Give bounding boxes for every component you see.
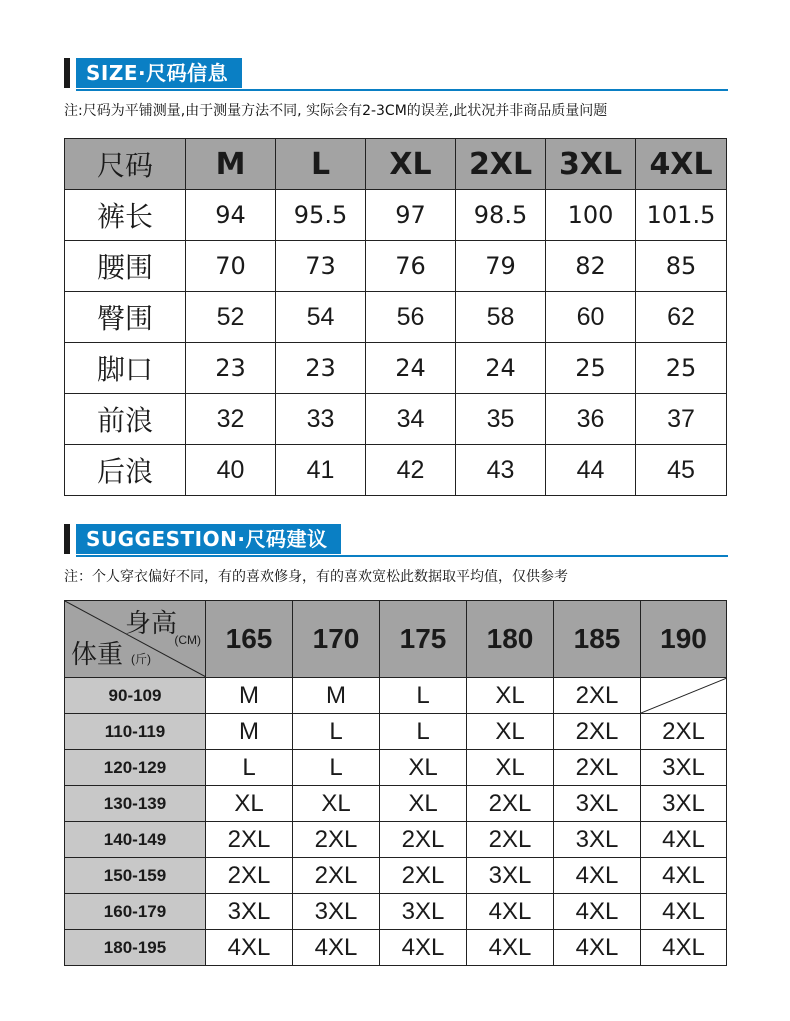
height-header-cell: 170 [293,601,380,678]
suggestion-row [65,894,727,930]
suggested-size-cell: 3XL [554,822,641,858]
weight-range-cell: 160-179 [65,894,206,930]
size-value-cell: 23 [276,343,366,394]
suggested-size-cell: M [206,714,293,750]
suggested-size-cell: L [380,678,467,714]
suggested-size-cell: 3XL [641,786,727,822]
suggested-size-cell: 4XL [641,894,727,930]
suggested-size-cell: 3XL [293,894,380,930]
size-value-cell: 34 [366,394,456,445]
suggestion-note: 注：个人穿衣偏好不同，有的喜欢修身，有的喜欢宽松此数据取平均值，仅供参考 [64,569,568,585]
height-header-cell: 180 [467,601,554,678]
size-row-label: 脚口 [65,343,186,394]
size-value-cell: 97 [366,190,456,241]
empty-size-cell [641,678,727,714]
suggested-size-cell: XL [293,786,380,822]
suggested-size-cell: 4XL [641,822,727,858]
size-header-cell: 4XL [636,139,727,190]
height-header-cell: 185 [554,601,641,678]
size-value-cell: 52 [186,292,276,343]
suggestion-row [65,786,727,822]
suggested-size-cell: 4XL [380,930,467,966]
suggestion-section-header [64,524,728,554]
height-label: 身高 [124,608,177,638]
corner-cell [65,601,206,678]
size-value-cell: 43 [456,445,546,496]
size-value-cell: 85 [636,241,727,292]
suggested-size-cell: 2XL [206,858,293,894]
size-value-cell: 101.5 [636,190,727,241]
suggested-size-cell: 2XL [554,750,641,786]
size-value-cell: 70 [186,241,276,292]
size-row [65,241,727,292]
size-value-cell: 24 [366,343,456,394]
size-value-cell: 24 [456,343,546,394]
size-header-cell: XL [366,139,456,190]
size-value-cell: 25 [546,343,636,394]
weight-range-cell: 130-139 [65,786,206,822]
suggested-size-cell: 2XL [380,858,467,894]
weight-unit: (斤) [131,652,151,666]
size-section-header [64,58,728,88]
size-value-cell: 98.5 [456,190,546,241]
suggested-size-cell: 3XL [554,786,641,822]
suggested-size-cell: XL [380,750,467,786]
suggested-size-cell: 2XL [206,822,293,858]
header-rule [76,555,728,557]
suggested-size-cell: L [293,750,380,786]
suggested-size-cell: L [380,714,467,750]
suggestion-row [65,822,727,858]
size-value-cell: 82 [546,241,636,292]
suggested-size-cell: 3XL [467,858,554,894]
size-value-cell: 32 [186,394,276,445]
weight-range-cell: 150-159 [65,858,206,894]
size-value-cell: 62 [636,292,727,343]
size-value-cell: 60 [546,292,636,343]
weight-range-cell: 180-195 [65,930,206,966]
header-bar [64,524,70,554]
size-table [64,138,727,496]
size-row [65,394,727,445]
suggestion-table [64,600,727,966]
suggested-size-cell: L [293,714,380,750]
size-value-cell: 44 [546,445,636,496]
size-header-cell: M [186,139,276,190]
size-header-cell: 2XL [456,139,546,190]
size-value-cell: 33 [276,394,366,445]
weight-range-cell: 90-109 [65,678,206,714]
suggested-size-cell: 4XL [641,858,727,894]
suggested-size-cell: XL [380,786,467,822]
suggested-size-cell: XL [467,714,554,750]
size-value-cell: 100 [546,190,636,241]
suggested-size-cell: 4XL [293,930,380,966]
weight-range-cell: 140-149 [65,822,206,858]
size-header-cell: 3XL [546,139,636,190]
size-value-cell: 45 [636,445,727,496]
suggested-size-cell: M [206,678,293,714]
size-row [65,292,727,343]
suggested-size-cell: 3XL [206,894,293,930]
suggested-size-cell: 4XL [467,894,554,930]
size-header-cell: L [276,139,366,190]
suggested-size-cell: 4XL [554,894,641,930]
suggested-size-cell: 2XL [554,714,641,750]
diagonal-line [641,678,727,713]
suggested-size-cell: 2XL [467,822,554,858]
size-row [65,343,727,394]
suggestion-row [65,750,727,786]
size-value-cell: 37 [636,394,727,445]
weight-range-cell: 120-129 [65,750,206,786]
height-header-cell: 165 [206,601,293,678]
size-row-label: 后浪 [65,445,186,496]
height-unit: (CM) [174,633,201,647]
size-value-cell: 40 [186,445,276,496]
suggested-size-cell: 4XL [641,930,727,966]
suggested-size-cell: 2XL [554,678,641,714]
size-row-label: 前浪 [65,394,186,445]
suggested-size-cell: 4XL [554,930,641,966]
size-value-cell: 95.5 [276,190,366,241]
suggested-size-cell: M [293,678,380,714]
size-header-row [65,139,727,190]
size-row-label: 腰围 [65,241,186,292]
size-value-cell: 35 [456,394,546,445]
size-section-title: SIZE·尺码信息 [76,58,242,88]
size-value-cell: 42 [366,445,456,496]
suggested-size-cell: 4XL [467,930,554,966]
suggested-size-cell: 3XL [380,894,467,930]
size-row-label: 裤长 [65,190,186,241]
size-value-cell: 73 [276,241,366,292]
weight-label: 体重 [71,639,124,669]
weight-range-cell: 110-119 [65,714,206,750]
suggested-size-cell: XL [467,750,554,786]
size-value-cell: 56 [366,292,456,343]
size-value-cell: 41 [276,445,366,496]
suggested-size-cell: 4XL [554,858,641,894]
header-bar [64,58,70,88]
size-note: 注:尺码为平铺测量,由于测量方法不同, 实际会有2-3CM的误差,此状况并非商品质量问题 [64,103,608,119]
suggested-size-cell: XL [467,678,554,714]
size-value-cell: 79 [456,241,546,292]
suggestion-row [65,858,727,894]
height-header-cell: 190 [641,601,727,678]
suggestion-row [65,930,727,966]
suggested-size-cell: 2XL [380,822,467,858]
size-header-cell: 尺码 [65,139,186,190]
suggestion-header-row [65,601,727,678]
size-value-cell: 54 [276,292,366,343]
size-value-cell: 25 [636,343,727,394]
suggested-size-cell: 2XL [293,858,380,894]
suggested-size-cell: 2XL [293,822,380,858]
size-value-cell: 23 [186,343,276,394]
height-header-cell: 175 [380,601,467,678]
size-row-label: 臀围 [65,292,186,343]
suggested-size-cell: 4XL [206,930,293,966]
suggestion-row [65,714,727,750]
suggested-size-cell: 2XL [641,714,727,750]
size-row [65,445,727,496]
suggested-size-cell: L [206,750,293,786]
size-row [65,190,727,241]
header-rule [76,89,728,91]
suggested-size-cell: 2XL [467,786,554,822]
size-value-cell: 76 [366,241,456,292]
suggested-size-cell: XL [206,786,293,822]
size-value-cell: 58 [456,292,546,343]
size-value-cell: 36 [546,394,636,445]
suggested-size-cell: 3XL [641,750,727,786]
suggestion-section-title: SUGGESTION·尺码建议 [76,524,341,554]
suggestion-row [65,678,727,714]
size-value-cell: 94 [186,190,276,241]
